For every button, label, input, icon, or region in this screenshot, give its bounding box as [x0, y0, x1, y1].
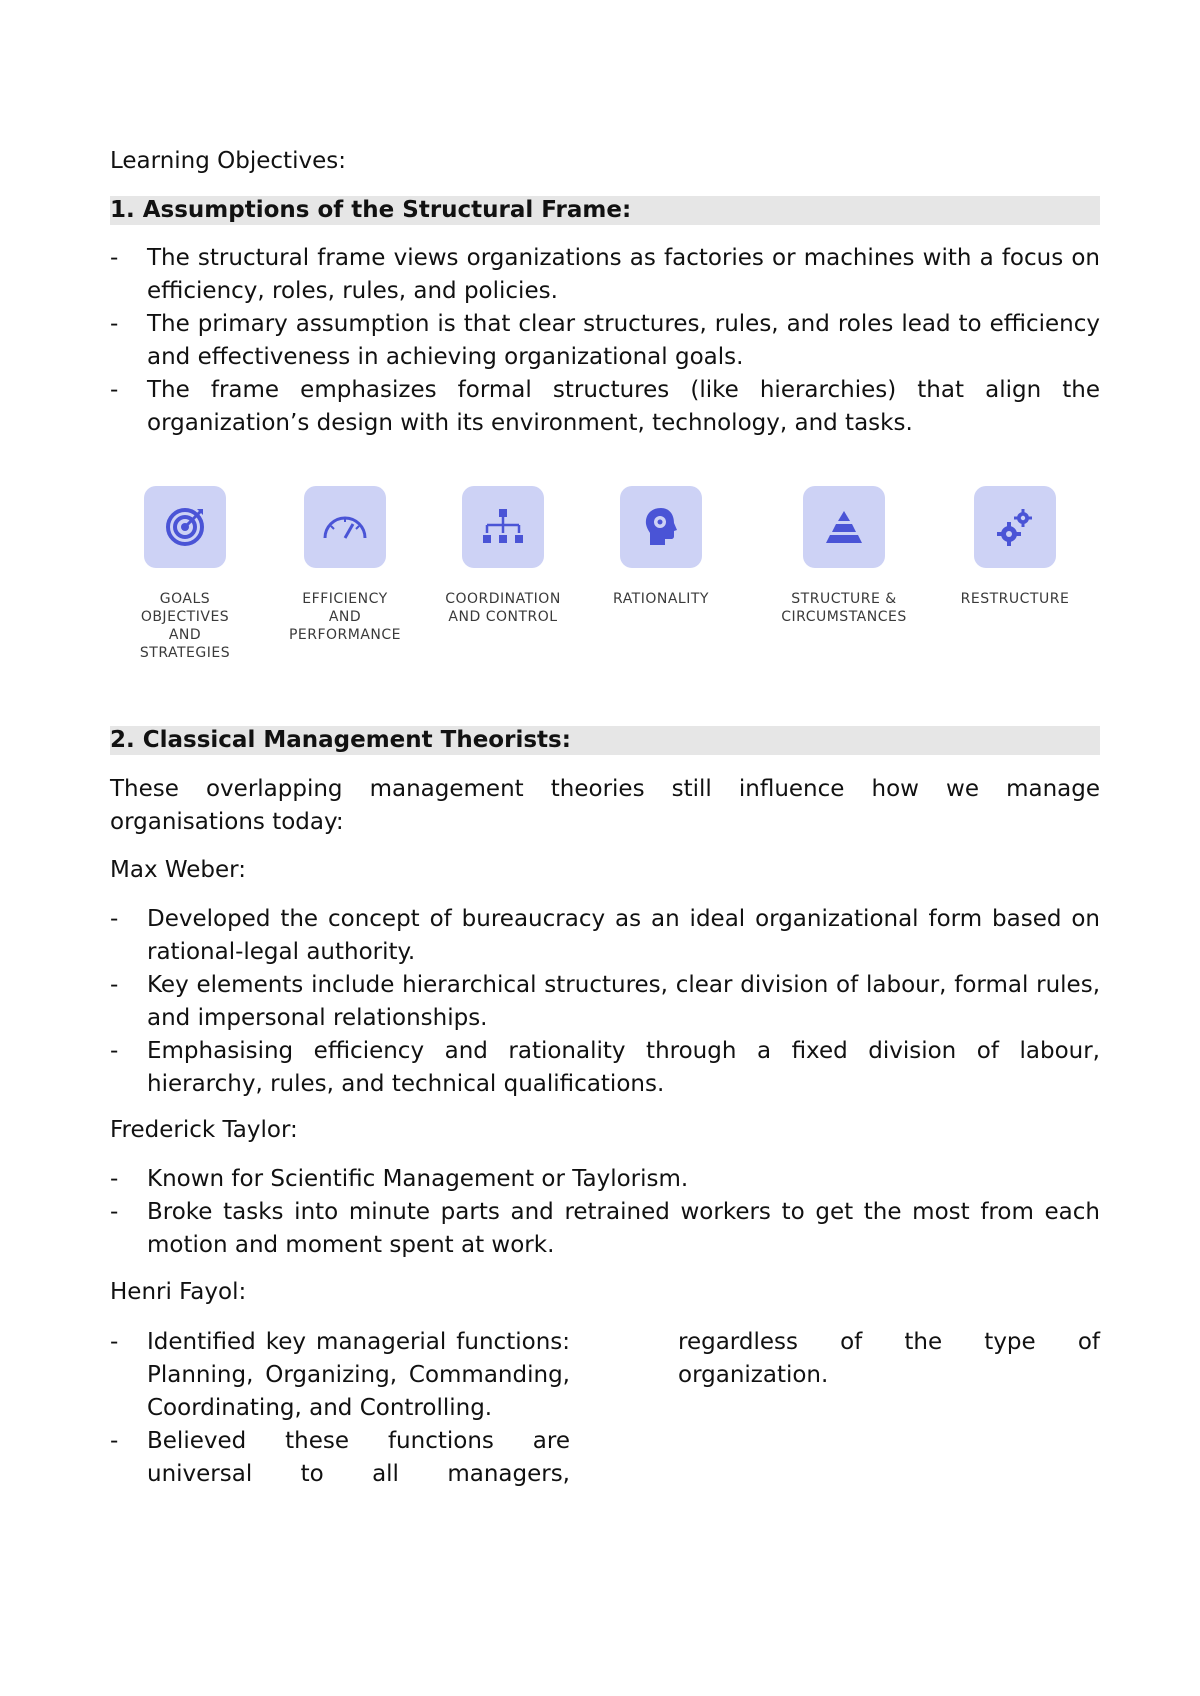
icon-tile: [620, 486, 702, 568]
gauge-icon: [321, 512, 369, 542]
fayol-left-column: [110, 1326, 570, 1491]
icon-label-rationality: RATIONALITY: [613, 591, 709, 607]
fayol-right-column: regardless of the type of organization.: [678, 1329, 1100, 1388]
taylor-bullet-list: [110, 1163, 1100, 1262]
pyramid-icon: [822, 507, 866, 547]
icon-label-efficiency: EFFICIENCY AND PERFORMANCE: [288, 591, 402, 643]
list-item: - The structural frame views organizations as factories or machines with a focus on efficiency, roles, rules, and policies.: [110, 245, 1100, 304]
icon-tile: [974, 486, 1056, 568]
org-chart-icon: [481, 507, 525, 547]
list-item: - Developed the concept of bureaucracy as an ideal organizational form based on rational-legal authority.: [110, 906, 1100, 965]
icon-tile: [462, 486, 544, 568]
section-2-intro: These overlapping management theories still influence how we manage organisations today:: [110, 776, 1100, 835]
icon-label-goals: GOALS OBJECTIVES AND STRATEGIES: [139, 591, 231, 661]
fayol-bullet-list: [110, 1326, 570, 1491]
list-item: - The primary assumption is that clear structures, rules, and roles lead to efficiency and effectiveness in achieving organizational goals.: [110, 311, 1100, 370]
head-gear-icon: [641, 505, 681, 549]
icon-item-efficiency: [270, 486, 420, 644]
icon-item-restructure: [940, 486, 1090, 608]
weber-name: Max Weber:: [110, 857, 246, 883]
target-icon: [163, 505, 207, 549]
section-1-heading: 1. Assumptions of the Structural Frame:: [110, 196, 1100, 225]
list-item: - Believed these functions are universal to all managers,: [110, 1428, 570, 1487]
icon-item-rationality: [586, 486, 736, 608]
list-item: - Known for Scientific Management or Taylorism.: [110, 1166, 689, 1192]
taylor-name: Frederick Taylor:: [110, 1117, 298, 1143]
gears-icon: [995, 507, 1035, 547]
structural-frame-icon-row: [110, 486, 1100, 676]
weber-bullet-list: [110, 903, 1100, 1101]
icon-item-goals: [110, 486, 260, 662]
icon-tile: [803, 486, 885, 568]
icon-label-restructure: RESTRUCTURE: [960, 591, 1070, 607]
section-1-bullet-list: [110, 242, 1100, 440]
icon-item-structure: [754, 486, 934, 626]
learning-objectives-title: Learning Objectives:: [110, 148, 346, 174]
fayol-name: Henri Fayol:: [110, 1279, 247, 1305]
list-item: - The frame emphasizes formal structures (like hierarchies) that align the organization’s design with its environment, technology, and tasks.: [110, 377, 1100, 436]
list-item: - Emphasising efficiency and rationality through a fixed division of labour, hierarchy, rules, and technical qualifications.: [110, 1038, 1100, 1097]
icon-tile: [144, 486, 226, 568]
icon-label-coordination: COORDINATION AND CONTROL: [445, 591, 561, 625]
list-item: - Identified key managerial functions: Planning, Organizing, Commanding, Coordinating, and Controlling.: [110, 1329, 570, 1421]
icon-label-structure: STRUCTURE & CIRCUMSTANCES: [781, 591, 907, 625]
icon-tile: [304, 486, 386, 568]
list-item: - Broke tasks into minute parts and retrained workers to get the most from each motion and moment spent at work.: [110, 1199, 1100, 1258]
list-item: - Key elements include hierarchical structures, clear division of labour, formal rules, and impersonal relationships.: [110, 972, 1100, 1031]
icon-item-coordination: [428, 486, 578, 626]
section-2-heading: 2. Classical Management Theorists:: [110, 726, 1100, 755]
